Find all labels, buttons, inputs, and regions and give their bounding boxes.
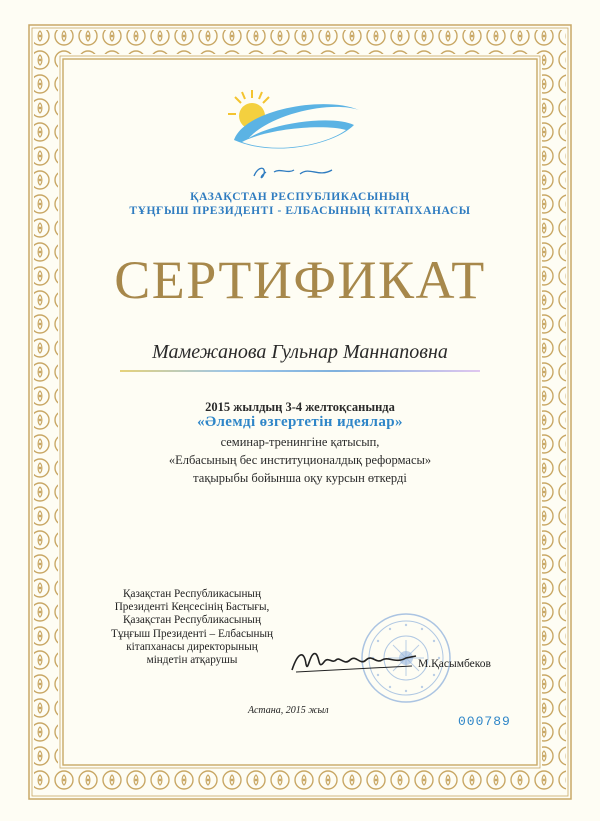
recipient-underline [120,370,480,372]
signatory-title-line: Қазақстан Республикасының [123,614,261,627]
seminar-name: «Әлемді өзгертетін идеялар» [197,414,403,430]
signatory-title-line: міндетін атқарушы [146,654,238,667]
completion-text: тақырыбы бойынша оқу курсын өткерді [193,471,407,485]
recipient-name: Мамежанова Гульнар Маннаповна [152,341,448,363]
serial-number: 000789 [458,714,511,729]
organization-name-line2: ТҰҢҒЫШ ПРЕЗИДЕНТІ - ЕЛБАСЫНЫҢ КІТАПХАНАСЫ [129,205,471,217]
signatory-name: М.Қасымбеков [418,658,491,670]
certificate-title: СЕРТИФИКАТ [114,250,486,310]
signatory-title [92,588,292,667]
participation-text: семинар-тренингіне қатысып, [220,435,380,449]
event-date: 2015 жылдың 3-4 желтоқсанында [205,400,395,414]
signatory-title-line: Тұңғыш Президенті – Елбасының [111,627,273,640]
organization-name-line1: ҚАЗАҚСТАН РЕСПУБЛИКАСЫНЫҢ [190,191,410,203]
handwritten-signature-icon [288,640,420,680]
course-name: «Елбасының бес институционалдық реформасы» [168,453,432,467]
signatory-title-line: Қазақстан Республикасының [123,588,261,600]
library-logo [214,80,374,190]
place-and-year: Астана, 2015 жыл [248,705,329,716]
president-signature-icon [254,168,332,177]
signatory-title-line: кітапханасы директорының [126,640,258,653]
signatory-title-line: Президенті Кеңсесінің Бастығы, [114,601,270,614]
